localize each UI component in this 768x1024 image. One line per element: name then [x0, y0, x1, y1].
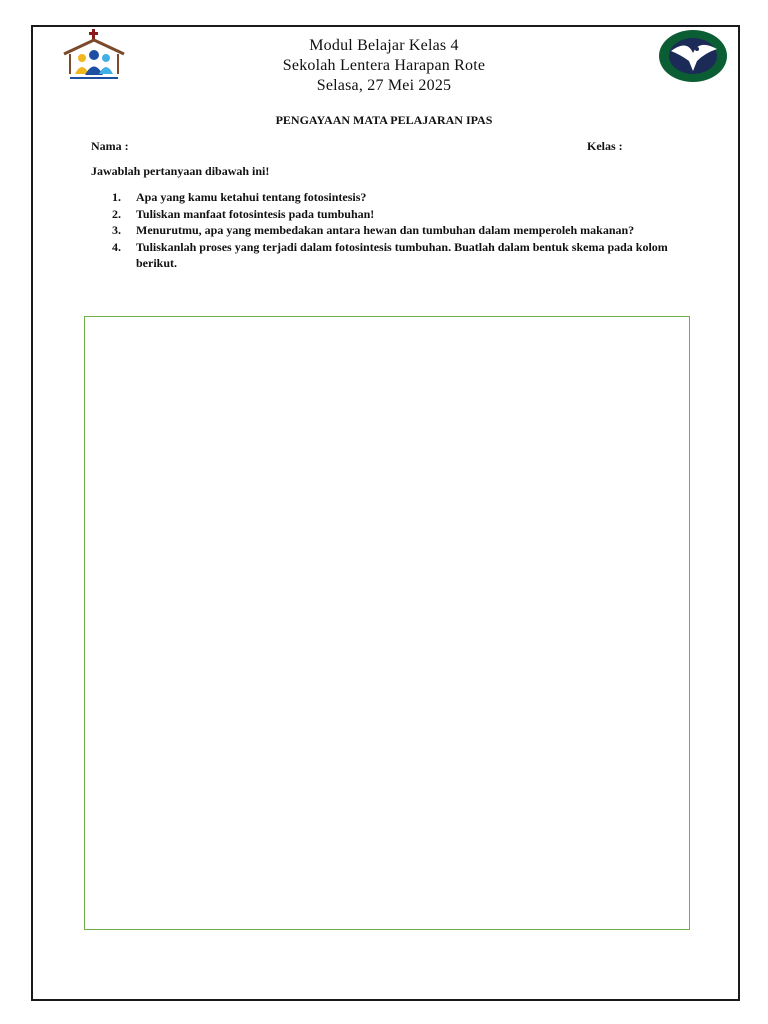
question-list: [112, 189, 682, 272]
header-date: Selasa, 27 Mei 2025: [316, 77, 452, 94]
question-number: 2.: [112, 206, 121, 221]
question-text: Tuliskanlah proses yang terjadi dalam fotosintesis tumbuhan. Buatlah dalam bentuk skema pada kolom berikut.: [136, 239, 668, 270]
class-field-label: Kelas :: [587, 139, 623, 153]
instruction-text: Jawablah pertanyaan dibawah ini!: [91, 164, 270, 178]
name-field-label: Nama :: [91, 139, 129, 153]
lentera-harapan-eagle-logo-icon: [657, 29, 729, 83]
question-text: Menurutmu, apa yang membedakan antara hewan dan tumbuhan dalam memperoleh makanan?: [136, 223, 635, 237]
church-school-logo-icon: [60, 28, 128, 84]
subject-title: PENGAYAAN MATA PELAJARAN IPAS: [275, 113, 493, 127]
header-title: Modul Belajar Kelas 4: [309, 37, 459, 54]
question-item: [112, 239, 682, 272]
question-number: 1.: [112, 190, 121, 204]
question-item: [112, 189, 682, 206]
question-number: 4.: [112, 239, 121, 254]
header-school-name: Sekolah Lentera Harapan Rote: [282, 57, 486, 74]
answer-box[interactable]: [84, 316, 690, 930]
question-item: [112, 222, 682, 239]
question-item: [112, 206, 682, 223]
document-header: [150, 36, 618, 96]
question-text: Apa yang kamu ketahui tentang fotosintesis?: [136, 190, 367, 204]
question-number: 3.: [112, 223, 121, 237]
question-text: Tuliskan manfaat fotosintesis pada tumbuhan!: [136, 206, 375, 221]
